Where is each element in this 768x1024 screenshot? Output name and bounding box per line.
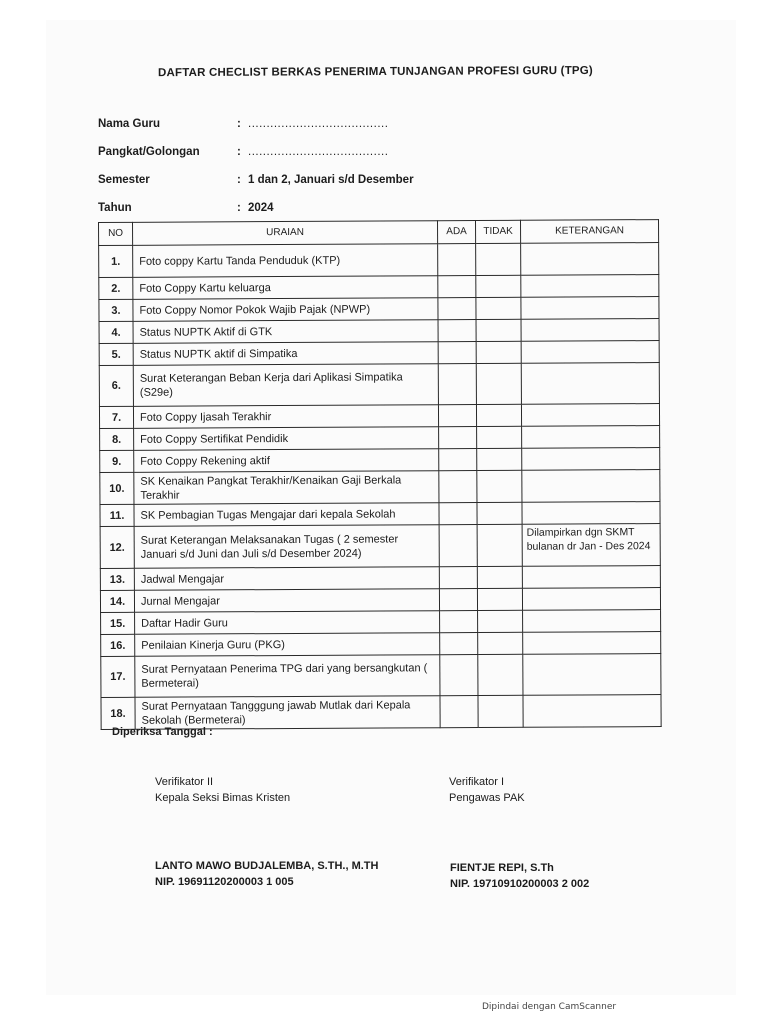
row-description: Foto Coppy Rekening aktif: [134, 449, 439, 473]
info-value: 1 dan 2, Januari s/d Desember: [248, 174, 414, 186]
table-header-row: [99, 220, 659, 246]
table-row: [99, 243, 659, 278]
table-row: [99, 363, 659, 407]
ada-cell[interactable]: [438, 405, 476, 427]
keterangan-cell[interactable]: [523, 632, 661, 655]
ada-cell[interactable]: [440, 696, 478, 728]
ada-cell[interactable]: [438, 276, 476, 298]
table-row: [101, 610, 661, 635]
row-description: Daftar Hadir Guru: [135, 611, 440, 635]
table-row: [100, 566, 660, 591]
keterangan-cell[interactable]: [521, 243, 659, 276]
row-description: Foto Coppy Nomor Pokok Wajib Pajak (NPWP): [133, 298, 438, 322]
row-number: 2.: [99, 277, 133, 299]
row-description: Jurnal Mengajar: [134, 589, 439, 613]
ada-cell[interactable]: [440, 611, 478, 633]
keterangan-cell[interactable]: Dilampirkan dgn SKMT bulanan dr Jan - Des 2024: [522, 524, 660, 567]
signature-right-name: [450, 862, 589, 890]
table-row: [101, 632, 661, 657]
keterangan-cell[interactable]: [521, 297, 659, 320]
info-label: Semester: [98, 174, 150, 186]
verifier-name: LANTO MAWO BUDJALEMBA, S.TH., M.TH: [155, 860, 379, 872]
tidak-cell[interactable]: [477, 502, 522, 524]
row-number: 10.: [100, 472, 134, 504]
tidak-cell[interactable]: [478, 632, 523, 654]
keterangan-cell[interactable]: [521, 341, 659, 364]
info-value: ......................................: [248, 146, 389, 158]
keterangan-cell[interactable]: [523, 695, 661, 728]
row-number: 6.: [99, 365, 133, 406]
row-number: 12.: [100, 526, 134, 568]
row-description: SK Pembagian Tugas Mengajar dari kepala Sekolah: [134, 503, 439, 527]
verifier-position: Kepala Seksi Bimas Kristen: [155, 792, 291, 804]
tidak-cell[interactable]: [476, 319, 521, 341]
tidak-cell[interactable]: [478, 695, 523, 727]
row-description: Foto coppy Kartu Tanda Penduduk (KTP): [133, 244, 438, 278]
info-separator: :: [237, 146, 241, 158]
verifier-role: Verifikator II: [155, 776, 214, 788]
verifier-role: Verifikator I: [449, 776, 505, 788]
row-number: 11.: [100, 504, 134, 526]
verifier-position: Pengawas PAK: [449, 792, 525, 804]
keterangan-cell[interactable]: [522, 588, 660, 611]
tidak-cell[interactable]: [478, 610, 523, 632]
row-number: 14.: [100, 590, 134, 612]
ada-cell[interactable]: [440, 655, 478, 696]
camscanner-footer: Dipindai dengan CamScanner: [482, 1002, 617, 1012]
row-description: Foto Coppy Sertifikat Pendidik: [134, 427, 439, 451]
row-number: 1.: [99, 245, 133, 277]
row-number: 9.: [100, 450, 134, 472]
tidak-cell[interactable]: [476, 275, 521, 297]
signature-right-header: [449, 776, 525, 804]
row-description: Surat Keterangan Beban Kerja dari Aplikasi Simpatika (S29e): [133, 364, 438, 407]
table-row: [99, 275, 659, 300]
keterangan-cell[interactable]: [522, 448, 660, 471]
row-number: 4.: [99, 321, 133, 343]
tidak-cell[interactable]: [476, 404, 521, 426]
tidak-cell[interactable]: [476, 297, 521, 319]
tidak-cell[interactable]: [476, 341, 521, 363]
signature-left-header: [155, 776, 290, 804]
ada-cell[interactable]: [439, 471, 477, 503]
info-label: Nama Guru: [98, 118, 160, 130]
ada-cell[interactable]: [440, 633, 478, 655]
keterangan-cell[interactable]: [522, 470, 660, 503]
table-row: [99, 319, 659, 344]
row-description: Surat Pernyataan Tangggung jawab Mutlak dari Kepala Sekolah (Bermeterai): [135, 696, 440, 730]
table-row: [99, 341, 659, 366]
info-separator: :: [237, 174, 241, 186]
row-number: 3.: [99, 299, 133, 321]
ada-cell[interactable]: [439, 449, 477, 471]
ada-cell[interactable]: [439, 503, 477, 525]
table-row: [101, 654, 661, 698]
tidak-cell[interactable]: [476, 363, 521, 404]
table-row: [100, 448, 660, 473]
ada-cell[interactable]: [439, 525, 477, 567]
ada-cell[interactable]: [439, 567, 477, 589]
row-description: SK Kenaikan Pangkat Terakhir/Kenaikan Gaji Berkala Terakhir: [134, 471, 439, 505]
ada-cell[interactable]: [439, 427, 477, 449]
ada-cell[interactable]: [438, 364, 476, 405]
row-number: 7.: [99, 406, 133, 428]
table-row: [100, 426, 660, 451]
tidak-cell[interactable]: [477, 470, 522, 502]
keterangan-cell[interactable]: [523, 654, 661, 696]
tidak-cell[interactable]: [477, 588, 522, 610]
row-description: Jadwal Mengajar: [134, 567, 439, 591]
verifier-name: FIENTJE REPI, S.Th: [450, 862, 554, 874]
checklist-table: [98, 219, 662, 730]
row-number: 8.: [100, 428, 134, 450]
row-number: 18.: [101, 697, 135, 729]
info-label: Tahun: [98, 202, 132, 214]
row-description: Penilaian Kinerja Guru (PKG): [135, 633, 440, 657]
keterangan-cell[interactable]: [522, 426, 660, 449]
row-number: 13.: [100, 568, 134, 590]
ada-cell[interactable]: [438, 244, 476, 276]
header-ada: ADA: [437, 221, 475, 244]
table-row: [99, 297, 659, 322]
tidak-cell[interactable]: [477, 448, 522, 470]
verifier-nip: NIP. 19710910200003 2 002: [450, 878, 590, 890]
diperiksa-tanggal: Diperiksa Tanggal :: [112, 726, 213, 738]
row-description: Surat Keterangan Melaksanakan Tugas ( 2 semester Januari s/d Juni dan Juli s/d Desember 2024): [134, 525, 439, 569]
table-row: [99, 404, 659, 429]
header-tidak: TIDAK: [475, 220, 520, 243]
tidak-cell[interactable]: [477, 524, 522, 566]
row-number: 17.: [101, 656, 135, 697]
tidak-cell[interactable]: [478, 654, 523, 695]
keterangan-cell[interactable]: [521, 319, 659, 342]
header-no: NO: [99, 222, 133, 245]
row-description: Surat Pernyataan Penerima TPG dari yang bersangkutan ( Bermeterai): [135, 655, 440, 698]
keterangan-cell[interactable]: [522, 502, 660, 525]
tidak-cell[interactable]: [476, 243, 521, 275]
table-row: [100, 588, 660, 613]
tidak-cell[interactable]: [477, 426, 522, 448]
table-row: [100, 502, 660, 527]
table-row: [100, 524, 660, 569]
keterangan-cell[interactable]: [523, 610, 661, 633]
table-row: [101, 695, 661, 730]
ada-cell[interactable]: [438, 342, 476, 364]
keterangan-cell[interactable]: [521, 404, 659, 427]
verifier-nip: NIP. 19691120200003 1 005: [155, 876, 294, 888]
row-description: Status NUPTK Aktif di GTK: [133, 320, 438, 344]
ada-cell[interactable]: [438, 320, 476, 342]
header-uraian: URAIAN: [133, 221, 438, 246]
keterangan-cell[interactable]: [521, 363, 659, 405]
row-description: Status NUPTK aktif di Simpatika: [133, 342, 438, 366]
row-number: 16.: [101, 634, 135, 656]
row-number: 15.: [101, 612, 135, 634]
row-description: Foto Coppy Kartu keluarga: [133, 276, 438, 300]
signature-left-name: [155, 860, 378, 888]
info-separator: :: [237, 202, 241, 214]
info-label: Pangkat/Golongan: [98, 146, 200, 158]
tidak-cell[interactable]: [477, 566, 522, 588]
info-separator: :: [237, 118, 241, 130]
ada-cell[interactable]: [439, 589, 477, 611]
keterangan-cell[interactable]: [522, 566, 660, 589]
info-value: 2024: [248, 202, 274, 214]
table-row: [100, 470, 660, 505]
header-keterangan: KETERANGAN: [520, 220, 658, 244]
keterangan-cell[interactable]: [521, 275, 659, 298]
document-title: DAFTAR CHECLIST BERKAS PENERIMA TUNJANGAN PROFESI GURU (TPG): [157, 64, 593, 80]
row-description: Foto Coppy Ijasah Terakhir: [133, 405, 438, 429]
info-value: ......................................: [248, 118, 389, 130]
row-number: 5.: [99, 343, 133, 365]
ada-cell[interactable]: [438, 298, 476, 320]
